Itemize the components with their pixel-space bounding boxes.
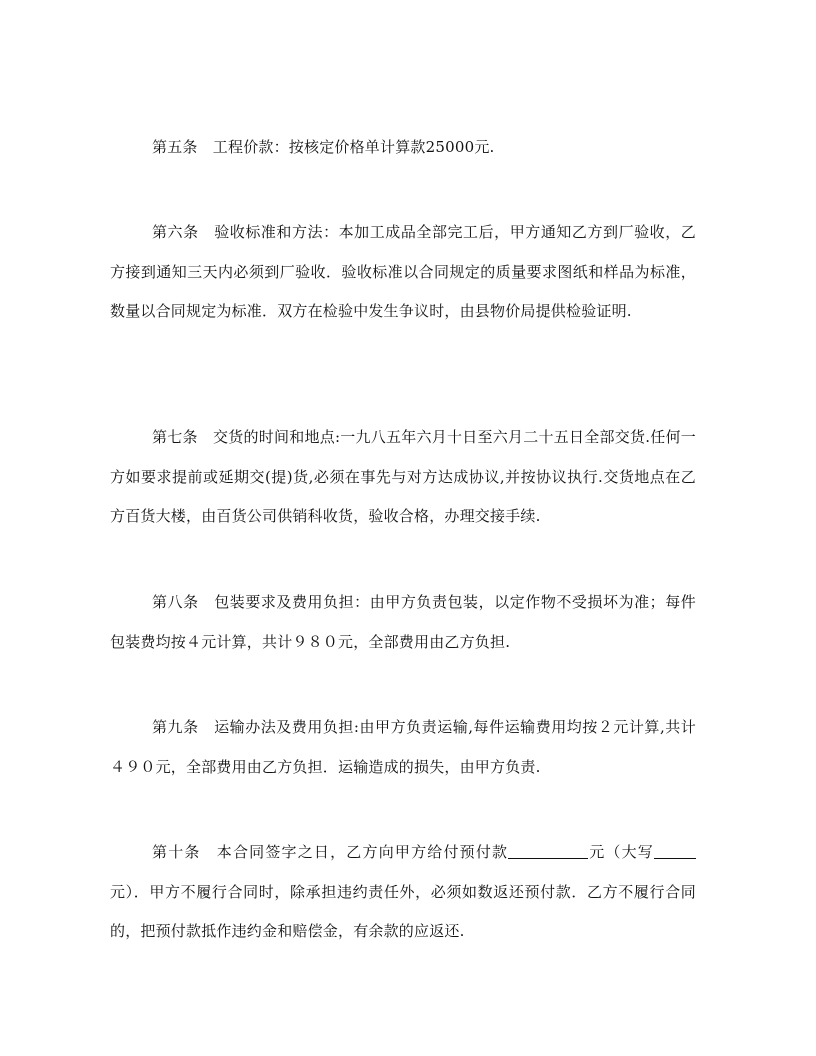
article-6: 第六条 验收标准和方法：本加工成品全部完工后，甲方通知乙方到厂验收，乙方接到通知三天内必须到厂验收．验收标准以合同规定的质量要求图纸和样品为标准，数量以合同规定为标准．双方在检验中发生争议时，由县物价局提供检验证明. bbox=[110, 223, 696, 320]
prepayment-amount-blank bbox=[508, 842, 588, 859]
article-8: 第八条 包装要求及费用负担：由甲方负责包装，以定作物不受损坏为准；每件包装费均按４元计算，共计９８０元，全部费用由乙方负担. bbox=[110, 593, 696, 651]
article-10-text-part2: 元（大写 bbox=[588, 843, 654, 861]
article-10 bbox=[110, 833, 696, 952]
article-9: 第九条 运输办法及费用负担:由甲方负责运输,每件运输费用均按２元计算,共计４９０元，全部费用由乙方负担．运输造成的损失，由甲方负责. bbox=[110, 718, 696, 776]
article-7: 第七条 交货的时间和地点:一九八五年六月十日至六月二十五日全部交货.任何一方如要求提前或延期交(提)货,必须在事先与对方达成协议,并按协议执行.交货地点在乙方百货大楼，由百货公司供销科收货，验收合格，办理交接手续. bbox=[110, 428, 696, 525]
article-10-text-part1: 第十条 本合同签字之日，乙方向甲方给付预付款 bbox=[152, 843, 509, 861]
article-5: 第五条 工程价款：按核定价格单计算款25000元. bbox=[152, 138, 495, 156]
article-10-text-part3: 元）．甲方不履行合同时，除承担违约责任外，必须如数返还预付款．乙方不履行合同的，把预付款抵作违约金和赔偿金，有余款的应返还. bbox=[110, 882, 696, 940]
prepayment-amount-words-blank bbox=[654, 842, 696, 859]
